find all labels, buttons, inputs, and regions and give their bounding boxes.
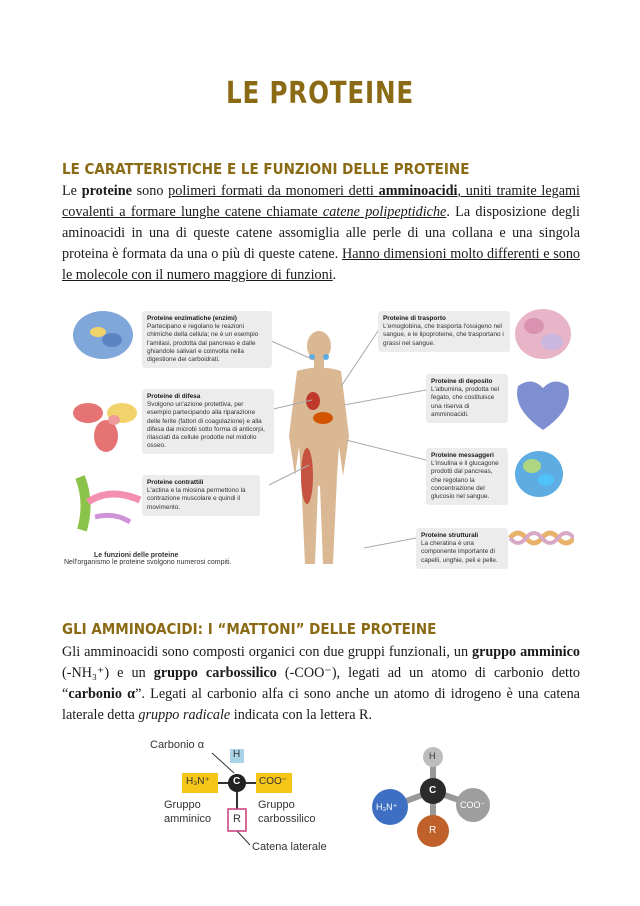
- gruppo-amminico-label-2: amminico: [164, 813, 212, 825]
- page-title: LE PROTEINE: [225, 76, 415, 111]
- gruppo-amminico-label-1: Gruppo: [164, 799, 201, 811]
- coo-label: COO⁻: [259, 776, 288, 787]
- amino-acid-paragraph: Gli amminoacidi sono composti organici con due gruppi funzionali, un gruppo amminico (-NH₃⁺) e un gruppo carbossilico (-COO⁻), legati ad un atomo di carbonio detto “carbonio α”. Legati al carbonio alfa ci sono anche un atomo di idrogeno è una catena laterale detta gruppo radicale indicata con la lettera R.: [62, 644, 580, 723]
- protein-functions-figure: [64, 300, 578, 582]
- ball-h-label: H: [429, 751, 436, 761]
- section-heading-2: GLI AMMINOACIDI: I “MATTONI” DELLE PROTEINE: [62, 620, 437, 638]
- figure-caption: Le funzioni delle proteine Nell'organismo le proteine svolgono numerosi compiti.: [64, 552, 232, 566]
- gruppo-carbossilico-label-2: carbossilico: [258, 813, 316, 825]
- ball-coo-label: COO⁻: [460, 800, 486, 810]
- box-messenger: Proteine messaggeri L'insulina e il glucagone prodotti dal pancreas, che regolano la concentrazione del glucosio nel sangue.: [426, 448, 508, 505]
- ball-c-label: C: [429, 785, 437, 796]
- gruppo-carbossilico-label-1: Gruppo: [258, 799, 295, 811]
- albumin-molecule-image: [512, 374, 574, 432]
- box-structural: Proteine strutturali La cheratina è una componente importante di capelli, unghie, peli e pelle.: [416, 528, 508, 569]
- box-enzymatic: Proteine enzimatiche (enzimi) Partecipano e regolano le reazioni chimiche della cellula; ne è un esempio l'amilasi, prodotta dal pancreas e dalle ghiandole salivari e coinvolta nella digestione dei carboidrati.: [142, 311, 272, 368]
- actin-myosin-molecule-image: [70, 472, 150, 534]
- keratin-molecule-image: [508, 528, 574, 548]
- section-heading-1: LE CARATTERISTICHE E LE FUNZIONI DELLE PROTEINE: [62, 160, 470, 178]
- insulin-molecule-image: [512, 448, 566, 500]
- ball-r-label: R: [429, 825, 437, 836]
- box-storage: Proteine di deposito L'albumina, prodotta nel fegato, che costituisce una riserva di amminoacidi.: [426, 374, 508, 423]
- box-defense: Proteine di difesa Svolgono un'azione protettiva, per esempio partecipando alla riparazione delle ferite (fattori di coagulazione) e alla difesa dai microbi sotto forma di anticorpi, rilasciati da cellule prodotte nel midollo osseo.: [142, 389, 274, 454]
- catena-laterale-label: Catena laterale: [252, 841, 327, 853]
- box-transport: Proteine di trasporto L'emoglobina, che trasporta l'ossigeno nel sangue, e le lipoproteine, che trasportano i grassi nel sangue.: [378, 311, 510, 352]
- enzyme-molecule-image: [70, 308, 136, 362]
- c-atom-label: C: [233, 776, 241, 787]
- nh3-label: H₃N⁺: [186, 776, 210, 787]
- ball-nh3-label: H₃N⁺: [376, 802, 398, 812]
- box-contractile: Proteine contrattili L'actina e la miosina permettono la contrazione muscolare e quindi il movimento.: [142, 475, 260, 516]
- intro-paragraph: Le proteine sono polimeri formati da monomeri detti amminoacidi, uniti tramite legami covalenti a formare lunghe catene chiamate catene polipeptidiche. La disposizione degli aminoacidi in una di queste catene assomiglia alle perle di una collana e una singola proteina è formata da una o più di queste catene. Hanno dimensioni molto differenti e sono le molecole con il numero maggiore di funzioni.: [62, 183, 581, 283]
- hemoglobin-molecule-image: [512, 306, 574, 362]
- antibody-molecule-image: [70, 398, 140, 458]
- amino-acid-diagram: [140, 735, 520, 860]
- r-group-label: R: [233, 813, 241, 825]
- carbonio-alfa-label: Carbonio α: [150, 739, 205, 751]
- h-atom-label: H: [233, 749, 241, 760]
